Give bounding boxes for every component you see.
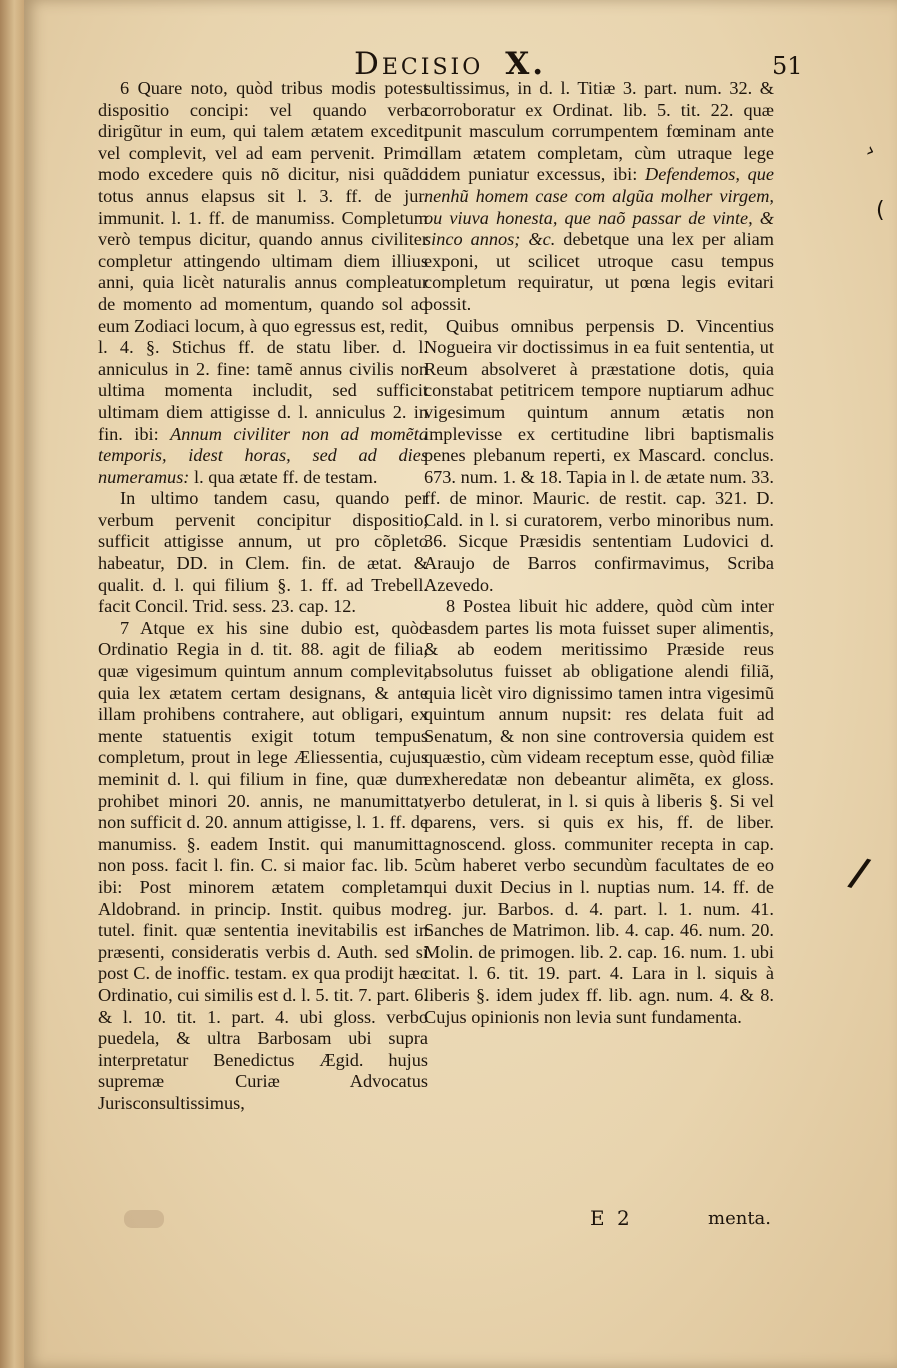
adjacent-page-edge: [0, 0, 24, 1368]
paragraph-quibus: Quibus omnibus perpensis D. Vincentius Nogueira vir doctissimus in ea fuit sententia, ut Reum absolveret à præstatione dotis, quia constabat petitricem tempore nuptiarum adhuc vigesimum quintum annum ætatis non implevisse ex certitudine libri baptismalis penes plebanum reperti, ex Mascard. conclus. 673. num. 1. & 18. Tapia in l. de ætate num. 33. ff. de minor. Mauric. de restit. cap. 321. D. Cald. in l. si curatorem, verbo minoribus num. 36. Sicque Præsidis sententiam Ludovici d. Araujo de Barros confirmavimus, Scriba Azevedo.: [424, 315, 774, 595]
decision-numeral: X.: [505, 46, 547, 82]
paragraph-6: [98, 78, 428, 488]
right-column: [424, 78, 774, 1028]
margin-mark: /: [845, 848, 874, 898]
catchword: menta.: [708, 1208, 771, 1229]
paragraph-text: sultissimus, in d. l. Titiæ 3. part. num. 32. & corroboratur ex Ordinat. lib. 5. tit. 22. quæ punit masculum corrumpentem fœminam ante illam ætatem completam, cùm utraque lege idem puniatur excessus, ibi:: [424, 78, 774, 185]
margin-mark: ›: [863, 137, 879, 163]
left-column: [98, 78, 428, 1115]
italic-quotation: Annum civiliter non ad momẽta temporis, idest horas, sed ad dies numeramus:: [98, 423, 429, 487]
paragraph-continuation: [424, 78, 774, 316]
margin-mark: (: [876, 198, 885, 223]
paragraph-text: 6 Quare noto, quòd tribus modis potest dispositio concipi: vel quando verba dirigũtur in eum, qui talem ætatem excedit, vel complevit, vel ad eam pervenit. Primo modo excedere quis nõ dicitur, nisi quãdo totus annus elapsus sit l. 3. ff. de jur. immunit. l. 1. ff. de manumiss. Completum verò tempus dicitur, quando annus civiliter completur attingendo ultimam diem illius anni, quia licèt naturalis annus compleatur de momento ad momentum, quando sol ad eum Zodiaci locum, à quo egressus est, redit, l. 4. §. Stichus ff. de statu liber. d. l. anniculus in 2. fine: tamẽ annus civilis non ultima momenta includit, sed sufficit ultimam diem attigisse d. l. anniculus 2. in fin. ibi:: [98, 78, 428, 444]
signature-mark: E 2: [590, 1206, 633, 1230]
paragraph-8: 8 Postea libuit hic addere, quòd cùm inter easdem partes lis mota fuisset super alimentis, & ab eodem meritissimo Præside reus absolutus fuisset ab obligatione alendi filiã, quia licèt viro dignissimo tamen intra vigesimũ quintum annum nupsit: res delata fuit ad Senatum, & non sine controversia quidem est quæstio, cùm videam receptum esse, quòd filiæ exheredatæ non debeantur alimẽta, ex gloss. verbo detulerat, in l. si quis à liberis §. Si vel parens, vers. si quis ex his, ff. de liber. agnoscend. gloss. communiter recepta in cap. cùm haberet verbo secundùm facultates de eo qui duxit Decius in l. nuptias num. 14. ff. de reg. jur. Barbos. d. 4. part. l. 1. num. 41. Sanches de Matrimon. lib. 4. cap. 46. num. 20. Molin. de primogen. lib. 2. cap. 16. num. 1. ubi citat. l. 6. tit. 19. part. 4. Lara in l. siquis à liberis §. idem judex ff. lib. agn. num. 4. & 8. Cujus opinionis non levia sunt fundamenta.: [424, 596, 774, 1027]
paragraph-text: l. qua ætate ff. de testam.: [193, 466, 378, 487]
paragraph-ultimo: In ultimo tandem casu, quando per verbum pervenit concipitur dispositio, sufficit attigisse annum, ut pro cõpleto habeatur, DD. in Clem. fin. de ætat. & qualit. d. l. qui filium §. 1. ff. ad Trebell. facit Concil. Trid. sess. 23. cap. 12.: [98, 488, 428, 617]
running-head: [354, 46, 546, 82]
paragraph-text: debetque una lex per aliam exponi, ut scilicet utroque casu tempus completum requiratur, ut pœna legis evitari possit.: [424, 229, 774, 314]
italic-quotation: Defendemos, que nenhũ homem case com algũa molher virgem, ou viuva honesta, que naõ passar de vinte, & sinco annos; &c.: [424, 164, 774, 250]
running-head-title: Decisio: [354, 46, 484, 82]
ink-smudge: [124, 1210, 164, 1228]
paragraph-7: 7 Atque ex his sine dubio est, quòd Ordinatio Regia in d. tit. 88. agit de filia, quæ vigesimum quintum annum complevit, quia lex ætatem certam designans, & ante illam prohibens contrahere, aut obligari, ex mente statuentis exigit totum tempus completum, prout in lege Æliessentia, cujus meminit d. l. qui filium in fine, quæ dum prohibet minori 20. annis, ne manumittat, non sufficit d. 20. annum attigisse, l. 1. ff. de manumiss. §. eadem Instit. qui manumitt. non poss. facit l. fin. C. si maior fac. lib. 5. ibi: Post minorem ætatem completam: Aldobrand. in princip. Instit. quibus mod. tutel. finit. quæ sententia inevitabilis est in præsenti, consideratis verbis d. Auth. sed si post C. de inoffic. testam. ex qua prodijt hæc Ordinatio, cui similis est d. l. 5. tit. 7. part. 6. & l. 10. tit. 1. part. 4. ubi gloss. verbo puedela, & ultra Barbosam ubi supra interpretatur Benedictus Ægid. hujus supremæ Curiæ Advocatus Jurisconsultissimus,: [98, 617, 428, 1113]
page-number: 51: [772, 52, 803, 80]
